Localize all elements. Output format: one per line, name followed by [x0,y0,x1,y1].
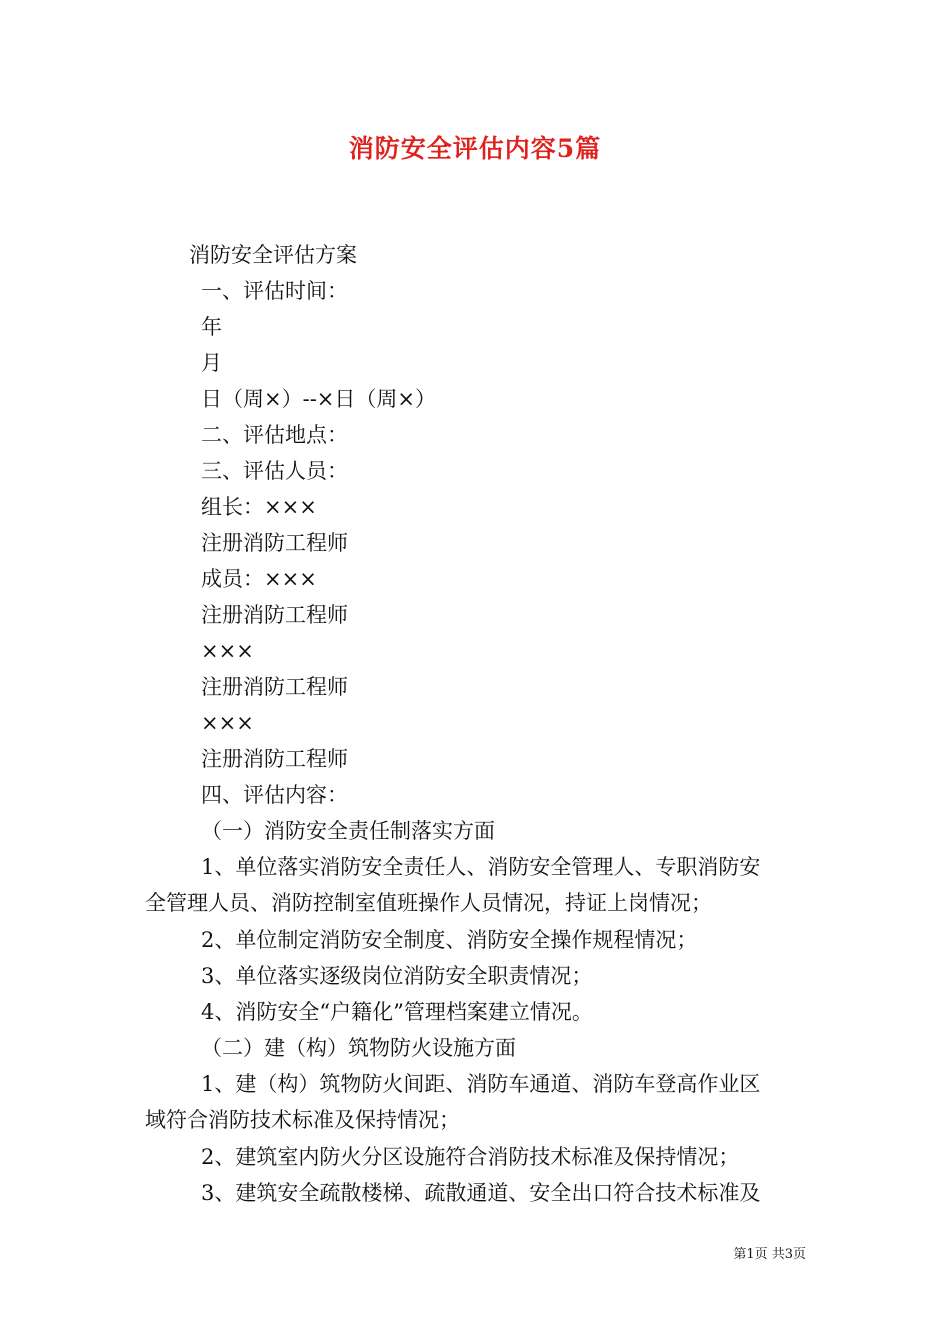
text-line: ××× [201,711,254,735]
text-line: 四、评估内容： [201,783,348,807]
document-title: 消防安全评估内容5篇 [348,134,602,163]
text-line: 3、单位落实逐级岗位消防安全职责情况； [201,964,593,988]
text-line: 三、评估人员： [201,459,348,483]
section-heading: （二）建（构）筑物防火设施方面 [201,1036,516,1060]
text-line: 1、建（构）筑物防火间距、消防车通道、消防车登高作业区 [201,1072,761,1096]
text-line: 二、评估地点： [201,423,348,447]
text-line: 年 [201,315,222,339]
text-line: 注册消防工程师 [201,747,348,771]
text-line: 日（周×）--×日（周×） [201,387,436,411]
text-line: 注册消防工程师 [201,675,348,699]
text-line: 消防安全评估方案 [189,243,357,267]
text-line: 2、单位制定消防安全制度、消防安全操作规程情况； [201,928,698,952]
text-line: 组长：××× [201,495,317,519]
text-line: 成员：××× [201,567,317,591]
text-line: 全管理人员、消防控制室值班操作人员情况，持证上岗情况； [145,891,712,915]
text-line: 域符合消防技术标准及保持情况； [145,1108,460,1132]
text-line: 3、建筑安全疏散楼梯、疏散通道、安全出口符合技术标准及 [201,1181,761,1205]
text-line: 注册消防工程师 [201,531,348,555]
text-line: 2、建筑室内防火分区设施符合消防技术标准及保持情况； [201,1145,740,1169]
text-line: ××× [201,639,254,663]
text-line: 月 [201,351,222,375]
text-line: 4、消防安全“户籍化”管理档案建立情况。 [201,1000,593,1024]
text-line: 注册消防工程师 [201,603,348,627]
section-heading: （一）消防安全责任制落实方面 [201,819,495,843]
text-line: 一、评估时间： [201,279,348,303]
text-line: 1、单位落实消防安全责任人、消防安全管理人、专职消防安 [201,855,761,879]
page-number: 第1页 共3页 [733,1247,806,1262]
